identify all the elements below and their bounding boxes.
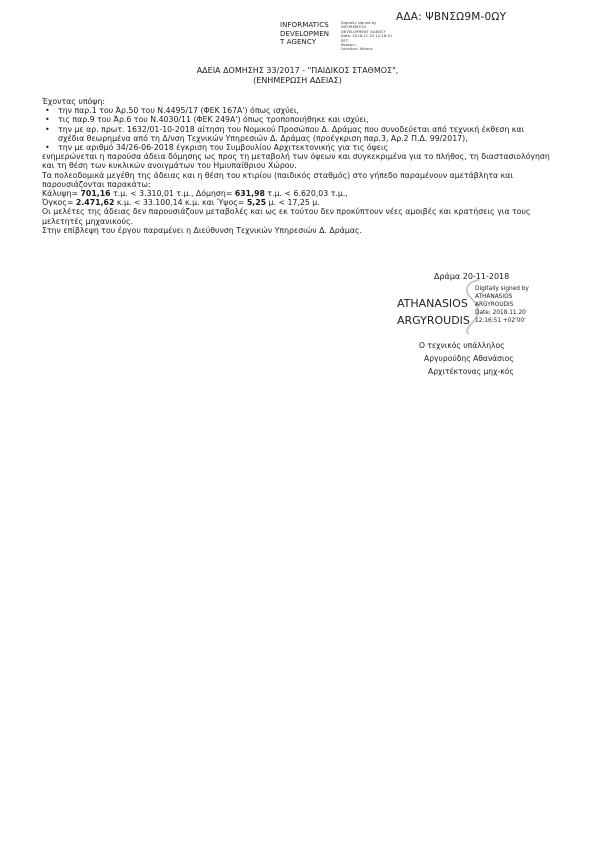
signer-title: Αρχιτέκτονας μηχ-κός bbox=[428, 367, 514, 376]
stamp-detail: Location: Athens bbox=[341, 47, 373, 52]
digital-signature-info bbox=[475, 285, 529, 325]
signer-full-name: Αργυρούδης Αθανάσιος bbox=[424, 354, 514, 363]
signature-date: Δράμα 20-11-2018 bbox=[434, 272, 510, 281]
fees-paragraph: Οι μελέτες της άδειας δεν παρουσιάζουν μεταβολές και ως εκ τούτου δεν προκύπτουν νέες αμοιβές και κρατήσεις για τους μελετητές μηχανικούς. bbox=[42, 207, 531, 226]
digital-line: Date: 2018.11.20 bbox=[475, 310, 526, 316]
title-subline: (ΕΝΗΜΕΡΩΣΗ ΑΔΕΙΑΣ) bbox=[253, 76, 342, 85]
building-value: 631,98 bbox=[234, 189, 265, 199]
document-body bbox=[42, 97, 552, 235]
document-title bbox=[0, 66, 595, 86]
list-item: • την με αριθμό 34/26-06-2018 έγκριση του Συμβουλίου Αρχιτεκτονικής για τις όψεις bbox=[58, 143, 552, 152]
intro-text: Έχοντας υπόψη: bbox=[42, 97, 106, 106]
considerations-list bbox=[42, 106, 552, 152]
supervision-paragraph: Στην επίβλεψη του έργου παραμένει η Διεύθυνση Τεχνικών Υπηρεσιών Δ. Δράμας. bbox=[42, 225, 363, 235]
stamp-line: T AGENCY bbox=[280, 38, 317, 47]
stamp-detail: Date: 2018.11.20 12:16:51 bbox=[341, 34, 393, 39]
coverage-value: 701,16 bbox=[80, 189, 111, 199]
stamp-detail: INFORMATICS bbox=[341, 25, 367, 30]
metrics-intro: Τα πολεοδομικά μεγέθη της άδειας και η θέση του κτιρίου (παιδικός σταθμός) στο γήπεδο παραμένουν αμετάβλητα και παρουσιάζονται παρακάτω: bbox=[42, 170, 513, 189]
signer-first-name: ATHANASIOS bbox=[397, 297, 468, 310]
digital-line: 12:16:51 +02'00' bbox=[475, 318, 526, 324]
list-item: • την με αρ. πρωτ. 1632/01-10-2018 αίτηση του Νομικού Προσώπου Δ. Δράμας που συνοδεύεται από τεχνική έκθεση και σχέδια θεωρημένα από τη Δ/νση Τεχνικών Υπηρεσιών Δ. Δράμας (προέγκριση παρ.3, Αρ.2 Π.Δ. 99/2017), bbox=[58, 125, 552, 143]
signer-last-name: ARGYROUDIS bbox=[397, 314, 470, 327]
digital-line: Digitally signed by bbox=[475, 286, 529, 292]
signer-role: Ο τεχνικός υπάλληλος bbox=[419, 341, 505, 350]
height-value: 5,25 bbox=[246, 198, 267, 208]
title-line: ΑΔΕΙΑ ΔΟΜΗΣΗΣ 33/2017 - "ΠΑΙΔΙΚΟΣ ΣΤΑΘΜΟΣ", bbox=[196, 66, 399, 75]
building-limit: τ.μ. < 6.620,03 τ.μ., bbox=[264, 189, 348, 199]
signature-stamp-details bbox=[341, 21, 392, 52]
update-paragraph: ενημερώνεται η παρούσα άδεια δόμησης ως προς τη μεταβολή των όψεων και συγκεκριμένα για το πλήθος, τη διαστασιολόγηση και τη θέση των κυκλικών ανοιγμάτων του Ημιυπαίθριου Χώρου. bbox=[42, 152, 550, 171]
building-label: τ.μ. < 3.310,01 τ.μ., Δόμηση= bbox=[110, 189, 235, 199]
volume-label: Όγκος= bbox=[42, 198, 76, 208]
height-label: κ.μ. < 33.100,14 κ.μ. και Ύψος= bbox=[114, 198, 247, 208]
stamp-line: INFORMATICS bbox=[280, 21, 329, 29]
stamp-detail: EET bbox=[341, 38, 349, 43]
stamp-detail: Reason: bbox=[341, 43, 357, 48]
signature-stamp-label bbox=[280, 21, 329, 47]
stamp-detail: DEVELOPMENT AGENCY bbox=[341, 29, 386, 34]
height-limit: μ. < 17,25 μ. bbox=[266, 198, 320, 208]
list-item: • τις παρ.9 του Άρ.6 του Ν.4030/11 (ΦΕΚ 249Α') όπως τροποποιήθηκε και ισχύει, bbox=[58, 115, 552, 124]
digital-line: ARGYROUDIS bbox=[475, 302, 514, 308]
volume-line bbox=[42, 198, 552, 207]
coverage-line bbox=[42, 189, 552, 198]
stamp-line: DEVELOPMEN bbox=[280, 29, 330, 38]
signer-name bbox=[397, 295, 470, 329]
list-item: • την παρ.1 του Άρ.50 του Ν.4495/17 (ΦΕΚ 167Α') όπως ισχύει, bbox=[58, 106, 552, 115]
volume-value: 2.471,62 bbox=[75, 198, 115, 208]
coverage-label: Κάλυψη= bbox=[42, 189, 81, 199]
stamp-detail: Digitally signed by bbox=[341, 21, 377, 25]
digital-line: ATHANASIOS bbox=[475, 294, 513, 300]
ada-code: ΑΔΑ: ΨΒΝΣΩ9Μ-0ΩΥ bbox=[396, 11, 507, 23]
